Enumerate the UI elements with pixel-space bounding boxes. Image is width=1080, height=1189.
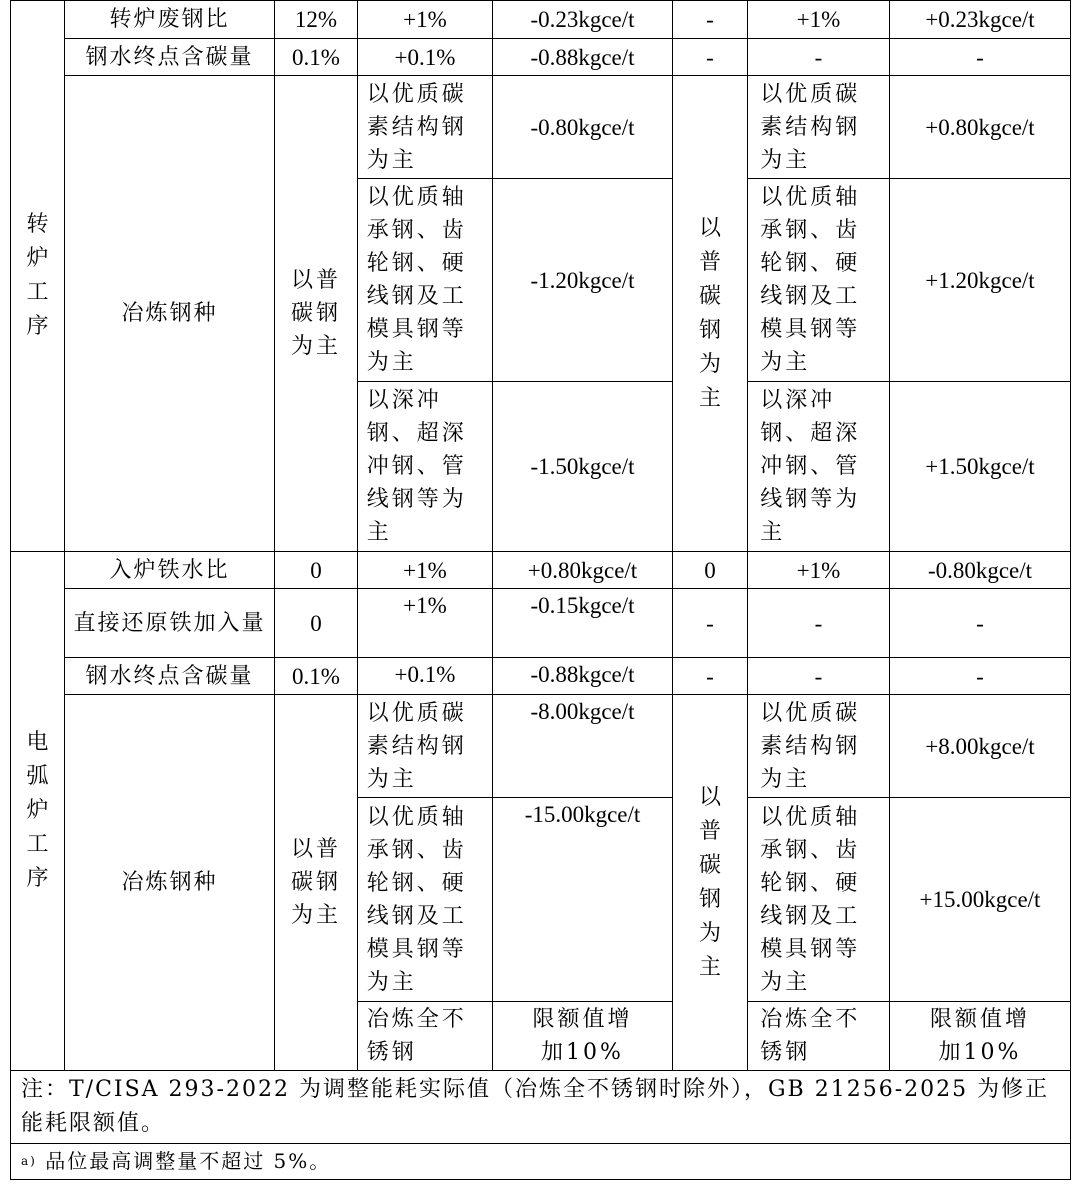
note-text: 注：T/CISA 293-2022 为调整能耗实际值（冶炼全不锈钢时除外），GB 21256-2025 为修正能耗限额值。: [11, 1071, 1071, 1144]
adjust-value: +0.80kgce/t: [493, 552, 673, 589]
steel-type: 以优质碳素结构钢为主: [358, 76, 493, 179]
note-row: [11, 1071, 1071, 1144]
footnote: [11, 1144, 1071, 1180]
section-label-eaf: 电弧炉工序: [11, 552, 65, 1071]
adjust-value: -0.15kgce/t: [493, 589, 673, 658]
steel-type-2: 以优质碳素结构钢为主: [748, 76, 890, 179]
base-value: 0.1%: [275, 39, 358, 76]
change-value: +0.1%: [358, 658, 493, 695]
steel-type: 以优质轴承钢、齿轮钢、硬线钢及工模具钢等为主: [358, 179, 493, 382]
steel-type-2: 以优质轴承钢、齿轮钢、硬线钢及工模具钢等为主: [748, 798, 890, 1002]
adjust-value-2: +8.00kgce/t: [890, 695, 1071, 798]
change-value-2: +1%: [748, 552, 890, 589]
steel-type-2: 以优质轴承钢、齿轮钢、硬线钢及工模具钢等为主: [748, 179, 890, 382]
param-cell: 入炉铁水比: [65, 552, 275, 589]
change-value: +1%: [358, 589, 493, 658]
steel-type-2: 以深冲钢、超深冲钢、管线钢等为主: [748, 382, 890, 552]
base-value: 0.1%: [275, 658, 358, 695]
table-row: [11, 76, 1071, 179]
footnote-row: [11, 1144, 1071, 1180]
change-value: +0.1%: [358, 39, 493, 76]
param-cell: 钢水终点含碳量: [65, 658, 275, 695]
change-value: +1%: [358, 1, 493, 39]
adjust-value: -1.50kgce/t: [493, 382, 673, 552]
adjust-value: -0.80kgce/t: [493, 76, 673, 179]
adjust-value-2: +1.20kgce/t: [890, 179, 1071, 382]
adjust-value-2: +0.23kgce/t: [890, 1, 1071, 39]
param-cell: 转炉废钢比: [65, 1, 275, 39]
adjust-value-2: -: [890, 39, 1071, 76]
adjust-value-2: 限额值增加10%: [890, 1002, 1071, 1071]
adjust-value: -15.00kgce/t: [493, 798, 673, 1002]
param-cell: 冶炼钢种: [65, 76, 275, 552]
table-row: [11, 695, 1071, 798]
base-value: 以普碳钢为主: [275, 695, 358, 1071]
change-value-2: -: [748, 658, 890, 695]
table-row: [11, 552, 1071, 589]
change-value-2: +1%: [748, 1, 890, 39]
base-value-2: -: [673, 39, 748, 76]
base-value-2: 以普碳钢为主: [673, 76, 748, 552]
adjust-value: 限额值增加10%: [493, 1002, 673, 1071]
base-value: 0: [275, 552, 358, 589]
change-value: +1%: [358, 552, 493, 589]
param-cell: 直接还原铁加入量: [65, 589, 275, 658]
change-value-2: -: [748, 39, 890, 76]
steel-type-2: 冶炼全不锈钢: [748, 1002, 890, 1071]
adjust-value-2: -0.80kgce/t: [890, 552, 1071, 589]
steel-type: 以深冲钢、超深冲钢、管线钢等为主: [358, 382, 493, 552]
table-row: [11, 39, 1071, 76]
base-value: 0: [275, 589, 358, 658]
steel-type: 以优质轴承钢、齿轮钢、硬线钢及工模具钢等为主: [358, 798, 493, 1002]
base-value-2: -: [673, 658, 748, 695]
base-value-2: 以普碳钢为主: [673, 695, 748, 1071]
base-value-2: 0: [673, 552, 748, 589]
table-row: [11, 658, 1071, 695]
param-cell: 冶炼钢种: [65, 695, 275, 1071]
footnote-marker: a): [21, 1154, 37, 1168]
steel-type: 以优质碳素结构钢为主: [358, 695, 493, 798]
table-row: [11, 589, 1071, 658]
adjust-value-2: -: [890, 589, 1071, 658]
steel-type: 冶炼全不锈钢: [358, 1002, 493, 1071]
adjust-value: -8.00kgce/t: [493, 695, 673, 798]
table-row: [11, 1, 1071, 39]
energy-adjustment-table: [10, 0, 1071, 1180]
base-value-2: -: [673, 589, 748, 658]
section-label-bof: 转炉工序: [11, 1, 65, 552]
base-value: 12%: [275, 1, 358, 39]
adjust-value: -1.20kgce/t: [493, 179, 673, 382]
adjust-value-2: +0.80kgce/t: [890, 76, 1071, 179]
adjust-value-2: +15.00kgce/t: [890, 798, 1071, 1002]
adjust-value-2: +1.50kgce/t: [890, 382, 1071, 552]
adjust-value-2: -: [890, 658, 1071, 695]
adjust-value: -0.23kgce/t: [493, 1, 673, 39]
adjust-value: -0.88kgce/t: [493, 658, 673, 695]
param-cell: 钢水终点含碳量: [65, 39, 275, 76]
base-value-2: -: [673, 1, 748, 39]
adjust-value: -0.88kgce/t: [493, 39, 673, 76]
steel-type-2: 以优质碳素结构钢为主: [748, 695, 890, 798]
change-value-2: -: [748, 589, 890, 658]
base-value: 以普碳钢为主: [275, 76, 358, 552]
footnote-text: 品位最高调整量不超过 5%。: [45, 1149, 332, 1173]
